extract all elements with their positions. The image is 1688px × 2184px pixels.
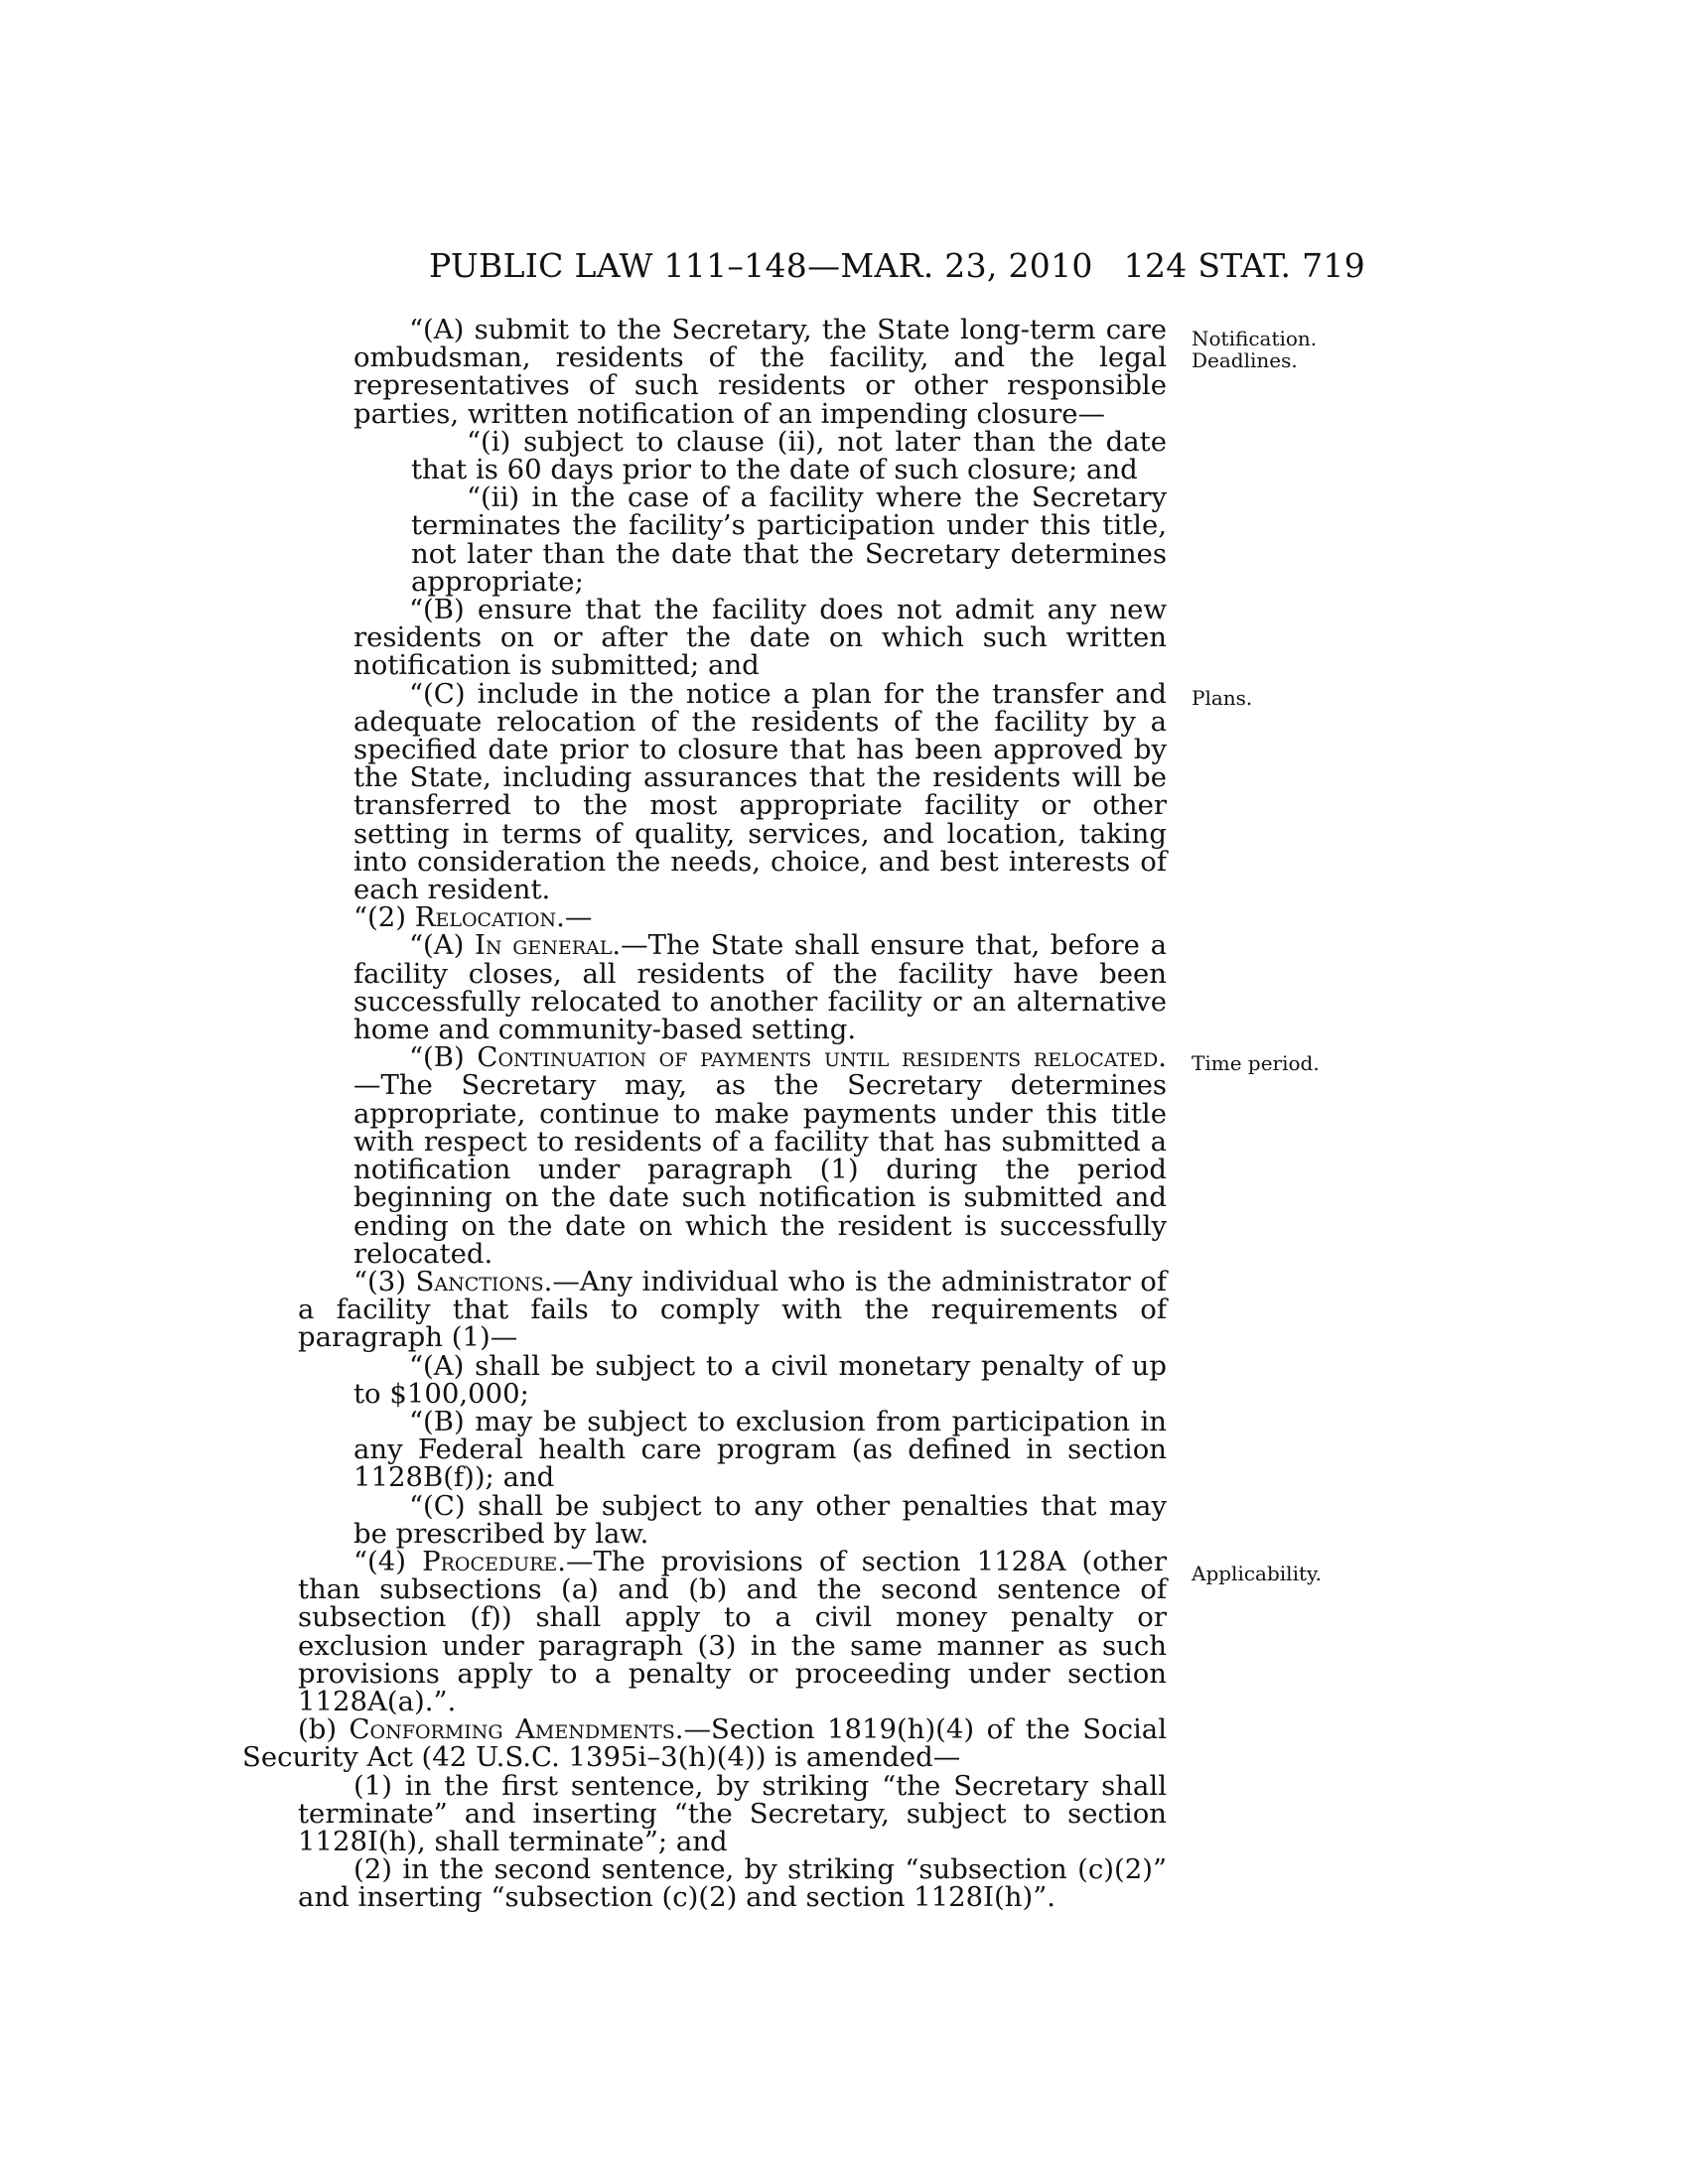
relocation-a: [298, 929, 1167, 1046]
clause-ii: “(ii) in the case of a facility where the Secretary terminates the facility’s participation under this title, not later than the date that the Secretary determines appropriate;: [411, 481, 1167, 598]
section-2-relocation: [298, 901, 1167, 934]
margin-note-notification: Notification.: [1192, 327, 1318, 350]
clause-i: “(i) subject to clause (ii), not later than the date that is 60 days prior to the date of such closure; and: [411, 425, 1167, 486]
heading-relocation: Relocation.—: [414, 901, 593, 934]
heading-conforming-amendments: Conforming Amendments.: [349, 1713, 684, 1746]
running-header-page-number: 124 STAT. 719: [1123, 246, 1365, 285]
label-b: “(B): [409, 1041, 478, 1074]
relocation-b: [298, 1043, 1167, 1268]
relocation-b-text: —The Secretary may, as the Secretary determines appropriate, continue to make payments under this title with respect to residents of a facility that has submitted a notification under paragraph (1) during the period beginning on the date such notification is submitted and ending on the date on which the resident is successfully relocated.: [353, 1069, 1167, 1270]
label-3: “(3): [353, 1265, 416, 1297]
margin-note-plans: Plans.: [1192, 686, 1253, 710]
sanctions-c: “(C) shall be subject to any other penalties that may be prescribed by law.: [353, 1489, 1167, 1550]
running-header-left: PUBLIC LAW 111–148—MAR. 23, 2010: [429, 246, 1093, 285]
sanctions-text: —Any individual who is the administrator of a facility that fails to comply with the requirements of paragraph (1)—: [298, 1265, 1167, 1354]
label-2: “(2): [353, 901, 415, 934]
subsection-b-conforming: [242, 1713, 1168, 1774]
paragraph-c-include: “(C) include in the notice a plan for the transfer and adequate relocation of the residents of the facility by a specified date prior to closure that has been approved by the State, including assurances that the residents will be transferred to the most appropriate facility or other setting in terms of quality, services, and location, taking into consideration the needs, choice, and best interests of each resident.: [353, 677, 1167, 906]
label-a: “(A): [409, 929, 476, 962]
conforming-2: (2) in the second sentence, by striking “subsection (c)(2)” and inserting “subsection (c)(2) and section 1128I(h)”.: [298, 1853, 1167, 1914]
sanctions-a: “(A) shall be subject to a civil monetary penalty of up to $100,000;: [353, 1349, 1167, 1410]
heading-in-general: In general.: [475, 929, 622, 962]
heading-continuation-of-payments: Continuation of payments until residents relocated.: [477, 1041, 1167, 1074]
conforming-text: —Section 1819(h)(4) of the Social Security Act (42 U.S.C. 1395i–3(h)(4)) is amended—: [242, 1713, 1168, 1774]
conforming-1: (1) in the first sentence, by striking “the Secretary shall terminate” and inserting “the Secretary, subject to section 1128I(h), shall terminate”; and: [298, 1769, 1167, 1857]
body-text: [242, 314, 1168, 1914]
section-3-sanctions: [298, 1265, 1167, 1354]
heading-sanctions: Sanctions.: [415, 1265, 553, 1297]
margin-note-deadlines: Deadlines.: [1192, 348, 1298, 372]
sanctions-b: “(B) may be subject to exclusion from participation in any Federal health care program (as defined in section 1128B(f)); and: [353, 1405, 1167, 1494]
heading-procedure: Procedure.: [422, 1545, 567, 1577]
label-b-conforming: (b): [298, 1713, 350, 1746]
section-4-procedure: [298, 1545, 1167, 1717]
procedure-text: —The provisions of section 1128A (other than subsections (a) and (b) and the second sentence of subsection (f)) shall apply to a civil money penalty or exclusion under paragraph (3) in the same manner as such provisions apply to a penalty or proceeding under section 1128A(a).”.: [298, 1545, 1167, 1717]
margin-note-time-period: Time period.: [1192, 1051, 1320, 1075]
label-4: “(4): [353, 1545, 423, 1577]
relocation-a-text: —The State shall ensure that, before a facility closes, all residents of the facility have been successfully relocated to another facility or an alternative home and community-based setting.: [353, 929, 1167, 1046]
margin-note-applicability: Applicability.: [1192, 1562, 1322, 1585]
paragraph-a-submit: “(A) submit to the Secretary, the State long-term care ombudsman, residents of the facility, and the legal representatives of such residents or other responsible parties, written notification of an impending closure—: [353, 314, 1167, 430]
paragraph-b-ensure: “(B) ensure that the facility does not admit any new residents on or after the date on which such written notification is submitted; and: [353, 594, 1167, 682]
